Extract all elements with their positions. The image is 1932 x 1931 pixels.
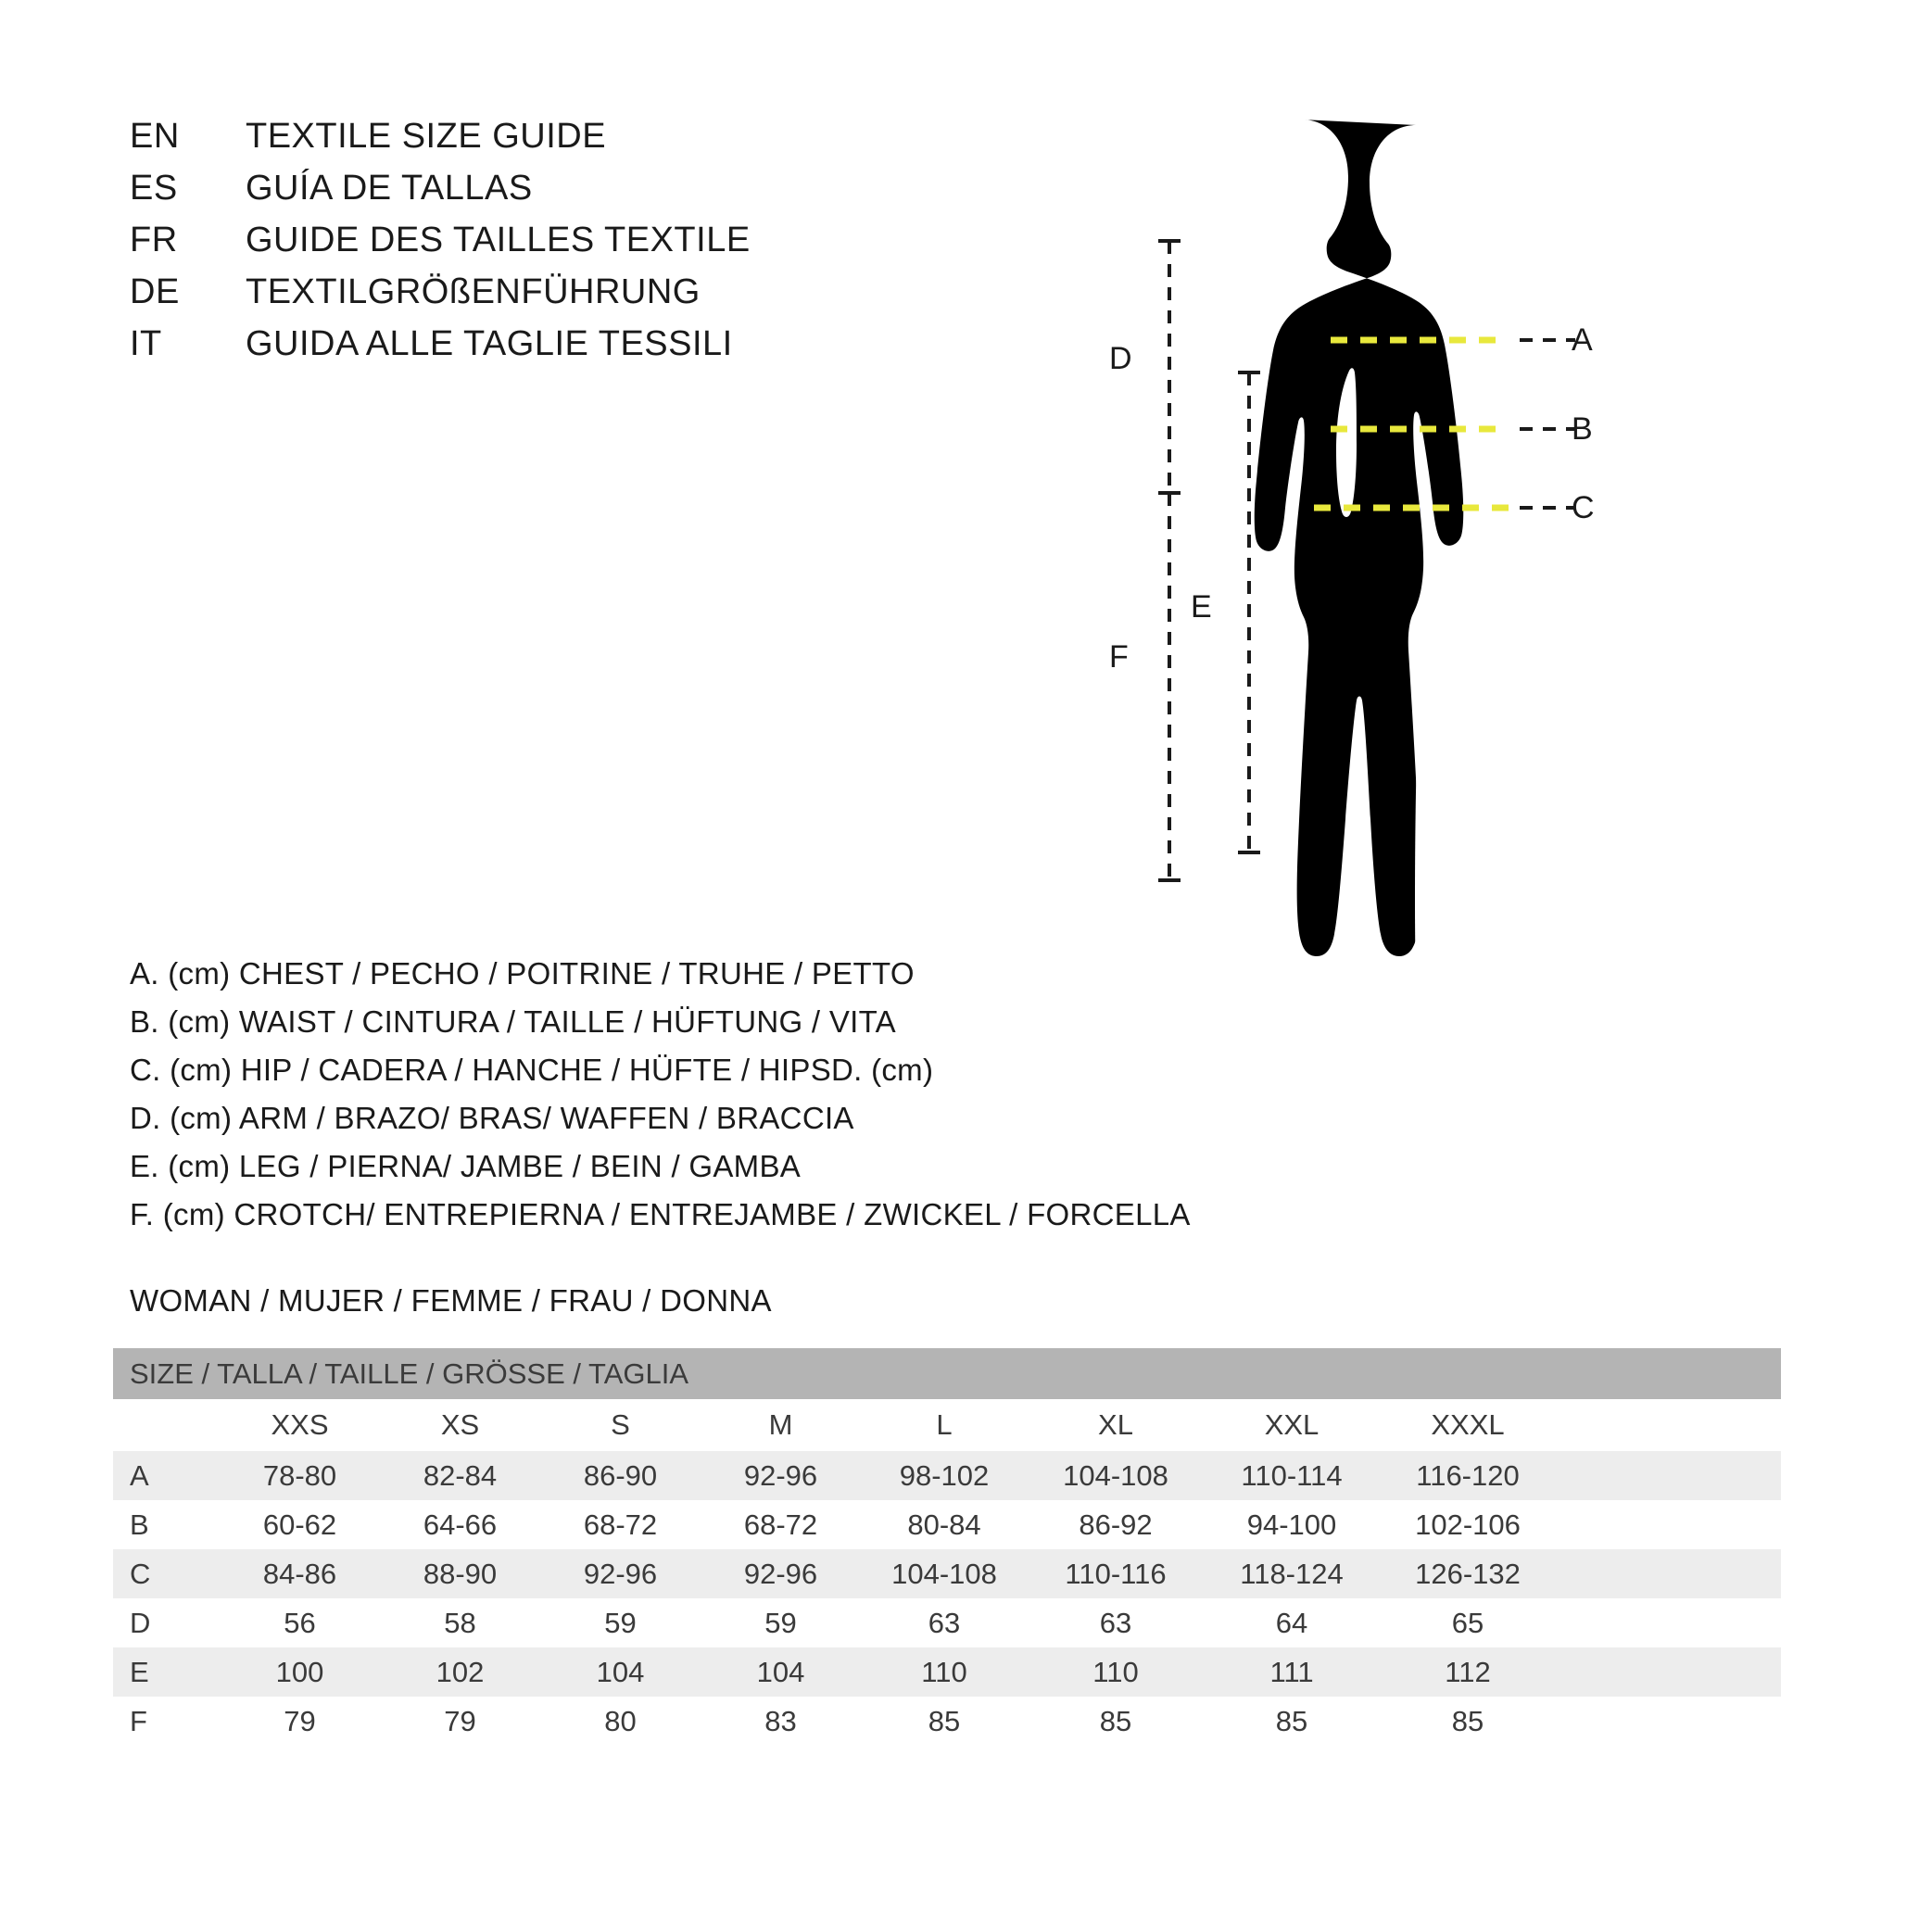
sizes-row-corner [113, 1399, 220, 1451]
cell-e-xxxl: 112 [1380, 1647, 1556, 1697]
size-col-xxl: XXL [1204, 1399, 1380, 1451]
cell-c-m: 92-96 [701, 1549, 861, 1598]
cell-b-xxl: 94-100 [1204, 1500, 1380, 1549]
label-a: A [1572, 322, 1593, 358]
table-row [113, 1598, 1781, 1647]
cell-c-xl: 110-116 [1028, 1549, 1204, 1598]
title-lang-fr: FR [130, 221, 178, 259]
legend-item-d: D. (cm) ARM / BRAZO/ BRAS/ WAFFEN / BRACCIA [130, 1101, 854, 1135]
row-e-pad [1556, 1647, 1781, 1697]
label-e: E [1191, 589, 1212, 625]
cell-e-m: 104 [701, 1647, 861, 1697]
cell-e-xl: 110 [1028, 1647, 1204, 1697]
row-key-b: B [113, 1500, 220, 1549]
cell-d-m: 59 [701, 1598, 861, 1647]
legend-item-a: A. (cm) CHEST / PECHO / POITRINE / TRUHE / PETTO [130, 956, 915, 991]
label-d: D [1109, 341, 1132, 376]
title-text-it: GUIDA ALLE TAGLIE TESSILI [246, 324, 733, 363]
cell-a-s: 86-90 [540, 1451, 701, 1500]
cell-a-xs: 82-84 [380, 1451, 540, 1500]
cell-e-l: 110 [861, 1647, 1028, 1697]
title-row [130, 272, 751, 324]
row-key-c: C [113, 1549, 220, 1598]
table-row [113, 1697, 1781, 1746]
table-row [113, 1647, 1781, 1697]
cell-e-xs: 102 [380, 1647, 540, 1697]
cell-c-xxl: 118-124 [1204, 1549, 1380, 1598]
title-block [130, 117, 751, 376]
title-text-de: TEXTILGRÖßENFÜHRUNG [246, 272, 701, 311]
cell-f-xs: 79 [380, 1697, 540, 1746]
label-c: C [1572, 490, 1595, 525]
legend-block [130, 956, 1191, 1245]
row-key-e: E [113, 1647, 220, 1697]
table-row [113, 1500, 1781, 1549]
cell-a-xxs: 78-80 [220, 1451, 380, 1500]
cell-f-xxl: 85 [1204, 1697, 1380, 1746]
table-header-row [113, 1348, 1781, 1399]
row-key-a: A [113, 1451, 220, 1500]
cell-d-xl: 63 [1028, 1598, 1204, 1647]
size-col-s: S [540, 1399, 701, 1451]
cell-a-xl: 104-108 [1028, 1451, 1204, 1500]
size-col-m: M [701, 1399, 861, 1451]
cell-e-xxl: 111 [1204, 1647, 1380, 1697]
row-a-pad [1556, 1451, 1781, 1500]
cell-f-xxxl: 85 [1380, 1697, 1556, 1746]
cell-c-l: 104-108 [861, 1549, 1028, 1598]
title-text-es: GUÍA DE TALLAS [246, 169, 533, 208]
sizes-row-pad [1556, 1399, 1781, 1451]
title-row [130, 117, 751, 169]
title-text-en: TEXTILE SIZE GUIDE [246, 117, 607, 156]
cell-b-xxs: 60-62 [220, 1500, 380, 1549]
cell-a-xxl: 110-114 [1204, 1451, 1380, 1500]
cell-c-s: 92-96 [540, 1549, 701, 1598]
cell-c-xxxl: 126-132 [1380, 1549, 1556, 1598]
size-col-xl: XL [1028, 1399, 1204, 1451]
size-col-xs: XS [380, 1399, 540, 1451]
cell-f-m: 83 [701, 1697, 861, 1746]
row-b-pad [1556, 1500, 1781, 1549]
cell-b-l: 80-84 [861, 1500, 1028, 1549]
title-lang-es: ES [130, 169, 178, 208]
cell-a-xxxl: 116-120 [1380, 1451, 1556, 1500]
label-f: F [1109, 639, 1129, 675]
cell-a-l: 98-102 [861, 1451, 1028, 1500]
label-b: B [1572, 411, 1593, 447]
legend-item-e: E. (cm) LEG / PIERNA/ JAMBE / BEIN / GAMBA [130, 1149, 802, 1183]
size-col-xxs: XXS [220, 1399, 380, 1451]
title-lang-it: IT [130, 324, 162, 363]
cell-b-xl: 86-92 [1028, 1500, 1204, 1549]
cell-b-xs: 64-66 [380, 1500, 540, 1549]
row-f-pad [1556, 1697, 1781, 1746]
title-row [130, 324, 751, 376]
legend-item-c: C. (cm) HIP / CADERA / HANCHE / HÜFTE / HIPSD. (cm) [130, 1053, 934, 1087]
size-table [113, 1348, 1781, 1746]
table-row [113, 1451, 1781, 1500]
row-d-pad [1556, 1598, 1781, 1647]
cell-d-xxxl: 65 [1380, 1598, 1556, 1647]
size-col-xxxl: XXXL [1380, 1399, 1556, 1451]
size-col-l: L [861, 1399, 1028, 1451]
cell-c-xxs: 84-86 [220, 1549, 380, 1598]
title-row [130, 169, 751, 221]
woman-silhouette-icon [1255, 120, 1496, 1036]
cell-b-xxxl: 102-106 [1380, 1500, 1556, 1549]
cell-d-xxl: 64 [1204, 1598, 1380, 1647]
table-sizes-row [113, 1399, 1781, 1451]
table-row [113, 1549, 1781, 1598]
group-label: WOMAN / MUJER / FEMME / FRAU / DONNA [130, 1283, 772, 1318]
table-header-label: SIZE / TALLA / TAILLE / GRÖSSE / TAGLIA [113, 1348, 1781, 1399]
title-text-fr: GUIDE DES TAILLES TEXTILE [246, 221, 751, 259]
cell-d-xxs: 56 [220, 1598, 380, 1647]
title-row [130, 221, 751, 272]
cell-a-m: 92-96 [701, 1451, 861, 1500]
cell-e-xxs: 100 [220, 1647, 380, 1697]
cell-d-xs: 58 [380, 1598, 540, 1647]
row-c-pad [1556, 1549, 1781, 1598]
cell-f-l: 85 [861, 1697, 1028, 1746]
cell-f-s: 80 [540, 1697, 701, 1746]
measurement-diagram [1109, 74, 1890, 1186]
row-key-d: D [113, 1598, 220, 1647]
title-lang-en: EN [130, 117, 180, 156]
legend-item-b: B. (cm) WAIST / CINTURA / TAILLE / HÜFTUNG / VITA [130, 1004, 896, 1039]
silhouette-svg [1149, 74, 1890, 1186]
cell-d-l: 63 [861, 1598, 1028, 1647]
cell-d-s: 59 [540, 1598, 701, 1647]
row-key-f: F [113, 1697, 220, 1746]
title-lang-de: DE [130, 272, 180, 311]
cell-e-s: 104 [540, 1647, 701, 1697]
cell-b-s: 68-72 [540, 1500, 701, 1549]
cell-f-xxs: 79 [220, 1697, 380, 1746]
cell-c-xs: 88-90 [380, 1549, 540, 1598]
cell-b-m: 68-72 [701, 1500, 861, 1549]
legend-item-f: F. (cm) CROTCH/ ENTREPIERNA / ENTREJAMBE / ZWICKEL / FORCELLA [130, 1197, 1191, 1231]
cell-f-xl: 85 [1028, 1697, 1204, 1746]
